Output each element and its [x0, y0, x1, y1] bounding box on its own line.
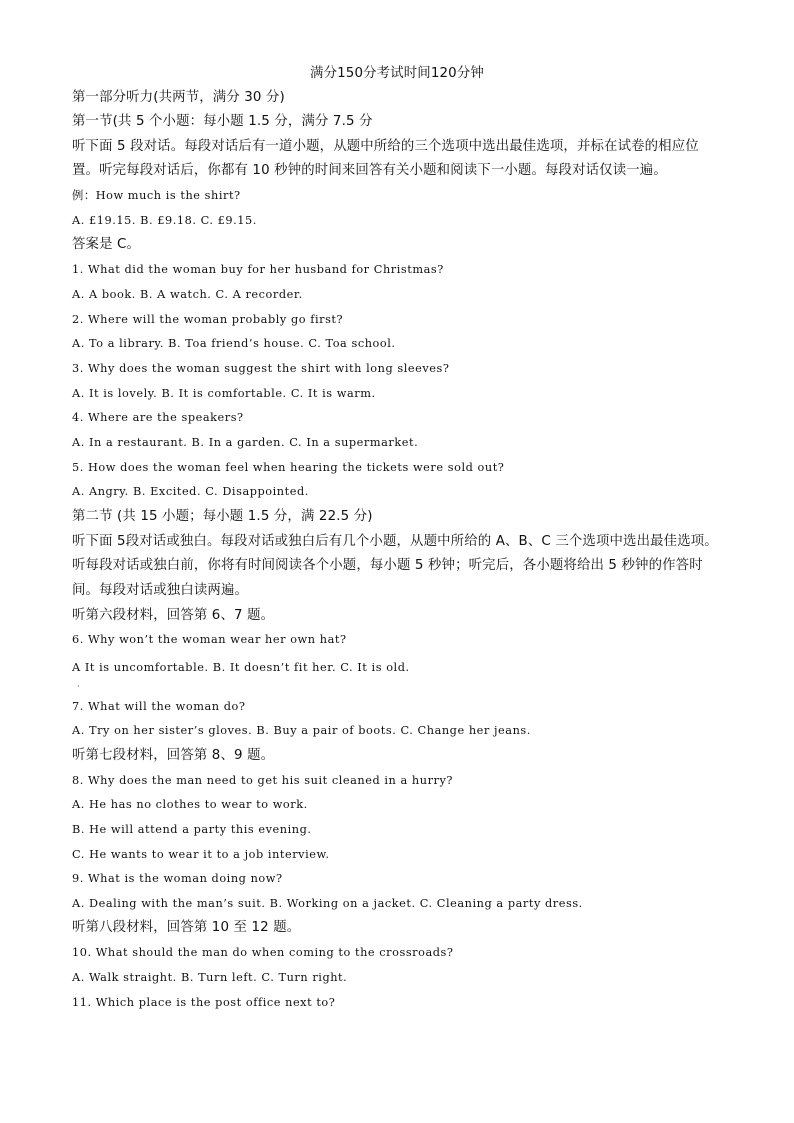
instruction-line: 听下面 5段对话或独白。每段对话或独白后有几个小题，从题中所给的 A、B、C 三个选项中选出最佳选项。	[72, 534, 718, 549]
question-line: 6. Why won’t the woman wear her own hat?	[72, 633, 347, 646]
section-one-heading: 第一节(共 5 个小题：每小题 1.5 分，满分 7.5 分	[72, 114, 373, 129]
options-line: A. A book. B. A watch. C. A recorder.	[72, 288, 303, 301]
question-line: 5. How does the woman feel when hearing the tickets were sold out?	[72, 461, 505, 474]
material-heading: 听第八段材料，回答第 10 至 12 题。	[72, 920, 301, 935]
instruction-line: 听每段对话或独白前，你将有时间阅读各个小题，每小题 5 秒钟；听完后，各小题将给出 5 秒钟的作答时	[72, 558, 703, 573]
example-options: A. £19.15. B. £9.18. C. £9.15.	[72, 214, 257, 227]
question-line: 3. Why does the woman suggest the shirt with long sleeves?	[72, 362, 450, 375]
example-answer: 答案是 C。	[72, 237, 141, 252]
question-line: 10. What should the man do when coming to the crossroads?	[72, 946, 454, 959]
scan-speck: ·	[77, 682, 80, 691]
options-line: A. To a library. B. Toa friend’s house. C. Toa school.	[72, 337, 396, 350]
options-line: A. Try on her sister’s gloves. B. Buy a pair of boots. C. Change her jeans.	[72, 724, 531, 737]
question-line: 1. What did the woman buy for her husband for Christmas?	[72, 263, 444, 276]
question-line: 2. Where will the woman probably go first?	[72, 313, 344, 326]
question-line: 4. Where are the speakers?	[72, 411, 244, 424]
example-question: 例：How much is the shirt?	[72, 189, 241, 202]
instruction-line: 间。每段对话或独白读两遍。	[72, 583, 249, 598]
options-line: A. It is lovely. B. It is comfortable. C. It is warm.	[72, 387, 376, 400]
section-two-heading: 第二节 (共 15 小题；每小题 1.5 分，满 22.5 分)	[72, 509, 373, 524]
options-line: A. Dealing with the man’s suit. B. Working on a jacket. C. Cleaning a party dress.	[72, 897, 583, 910]
material-heading: 听第六段材料，回答第 6、7 题。	[72, 608, 275, 623]
question-line: 8. Why does the man need to get his suit cleaned in a hurry?	[72, 774, 454, 787]
material-heading: 听第七段材料，回答第 8、9 题。	[72, 748, 275, 763]
question-line: 9. What is the woman doing now?	[72, 872, 283, 885]
options-line: A. Angry. B. Excited. C. Disappointed.	[72, 485, 309, 498]
options-line: A It is uncomfortable. B. It doesn’t fit her. C. It is old.	[72, 661, 410, 674]
instruction-line: 听下面 5 段对话。每段对话后有一道小题，从题中所给的三个选项中选出最佳选项，并标在试卷的相应位	[72, 139, 699, 154]
question-line: 11. Which place is the post office next to?	[72, 996, 336, 1009]
options-line: C. He wants to wear it to a job interview.	[72, 848, 330, 861]
options-line: A. Walk straight. B. Turn left. C. Turn right.	[72, 971, 348, 984]
options-line: A. In a restaurant. B. In a garden. C. In a supermarket.	[72, 436, 419, 449]
question-line: 7. What will the woman do?	[72, 700, 246, 713]
options-line: B. He will attend a party this evening.	[72, 823, 312, 836]
instruction-line: 置。听完每段对话后，你都有 10 秒钟的时间来回答有关小题和阅读下一小题。每段对话仅读一遍。	[72, 163, 667, 178]
part-one-heading: 第一部分听力(共两节，满分 30 分)	[72, 90, 285, 105]
page-title: 满分150分考试时间120分钟	[310, 66, 484, 81]
options-line: A. He has no clothes to wear to work.	[72, 798, 308, 811]
